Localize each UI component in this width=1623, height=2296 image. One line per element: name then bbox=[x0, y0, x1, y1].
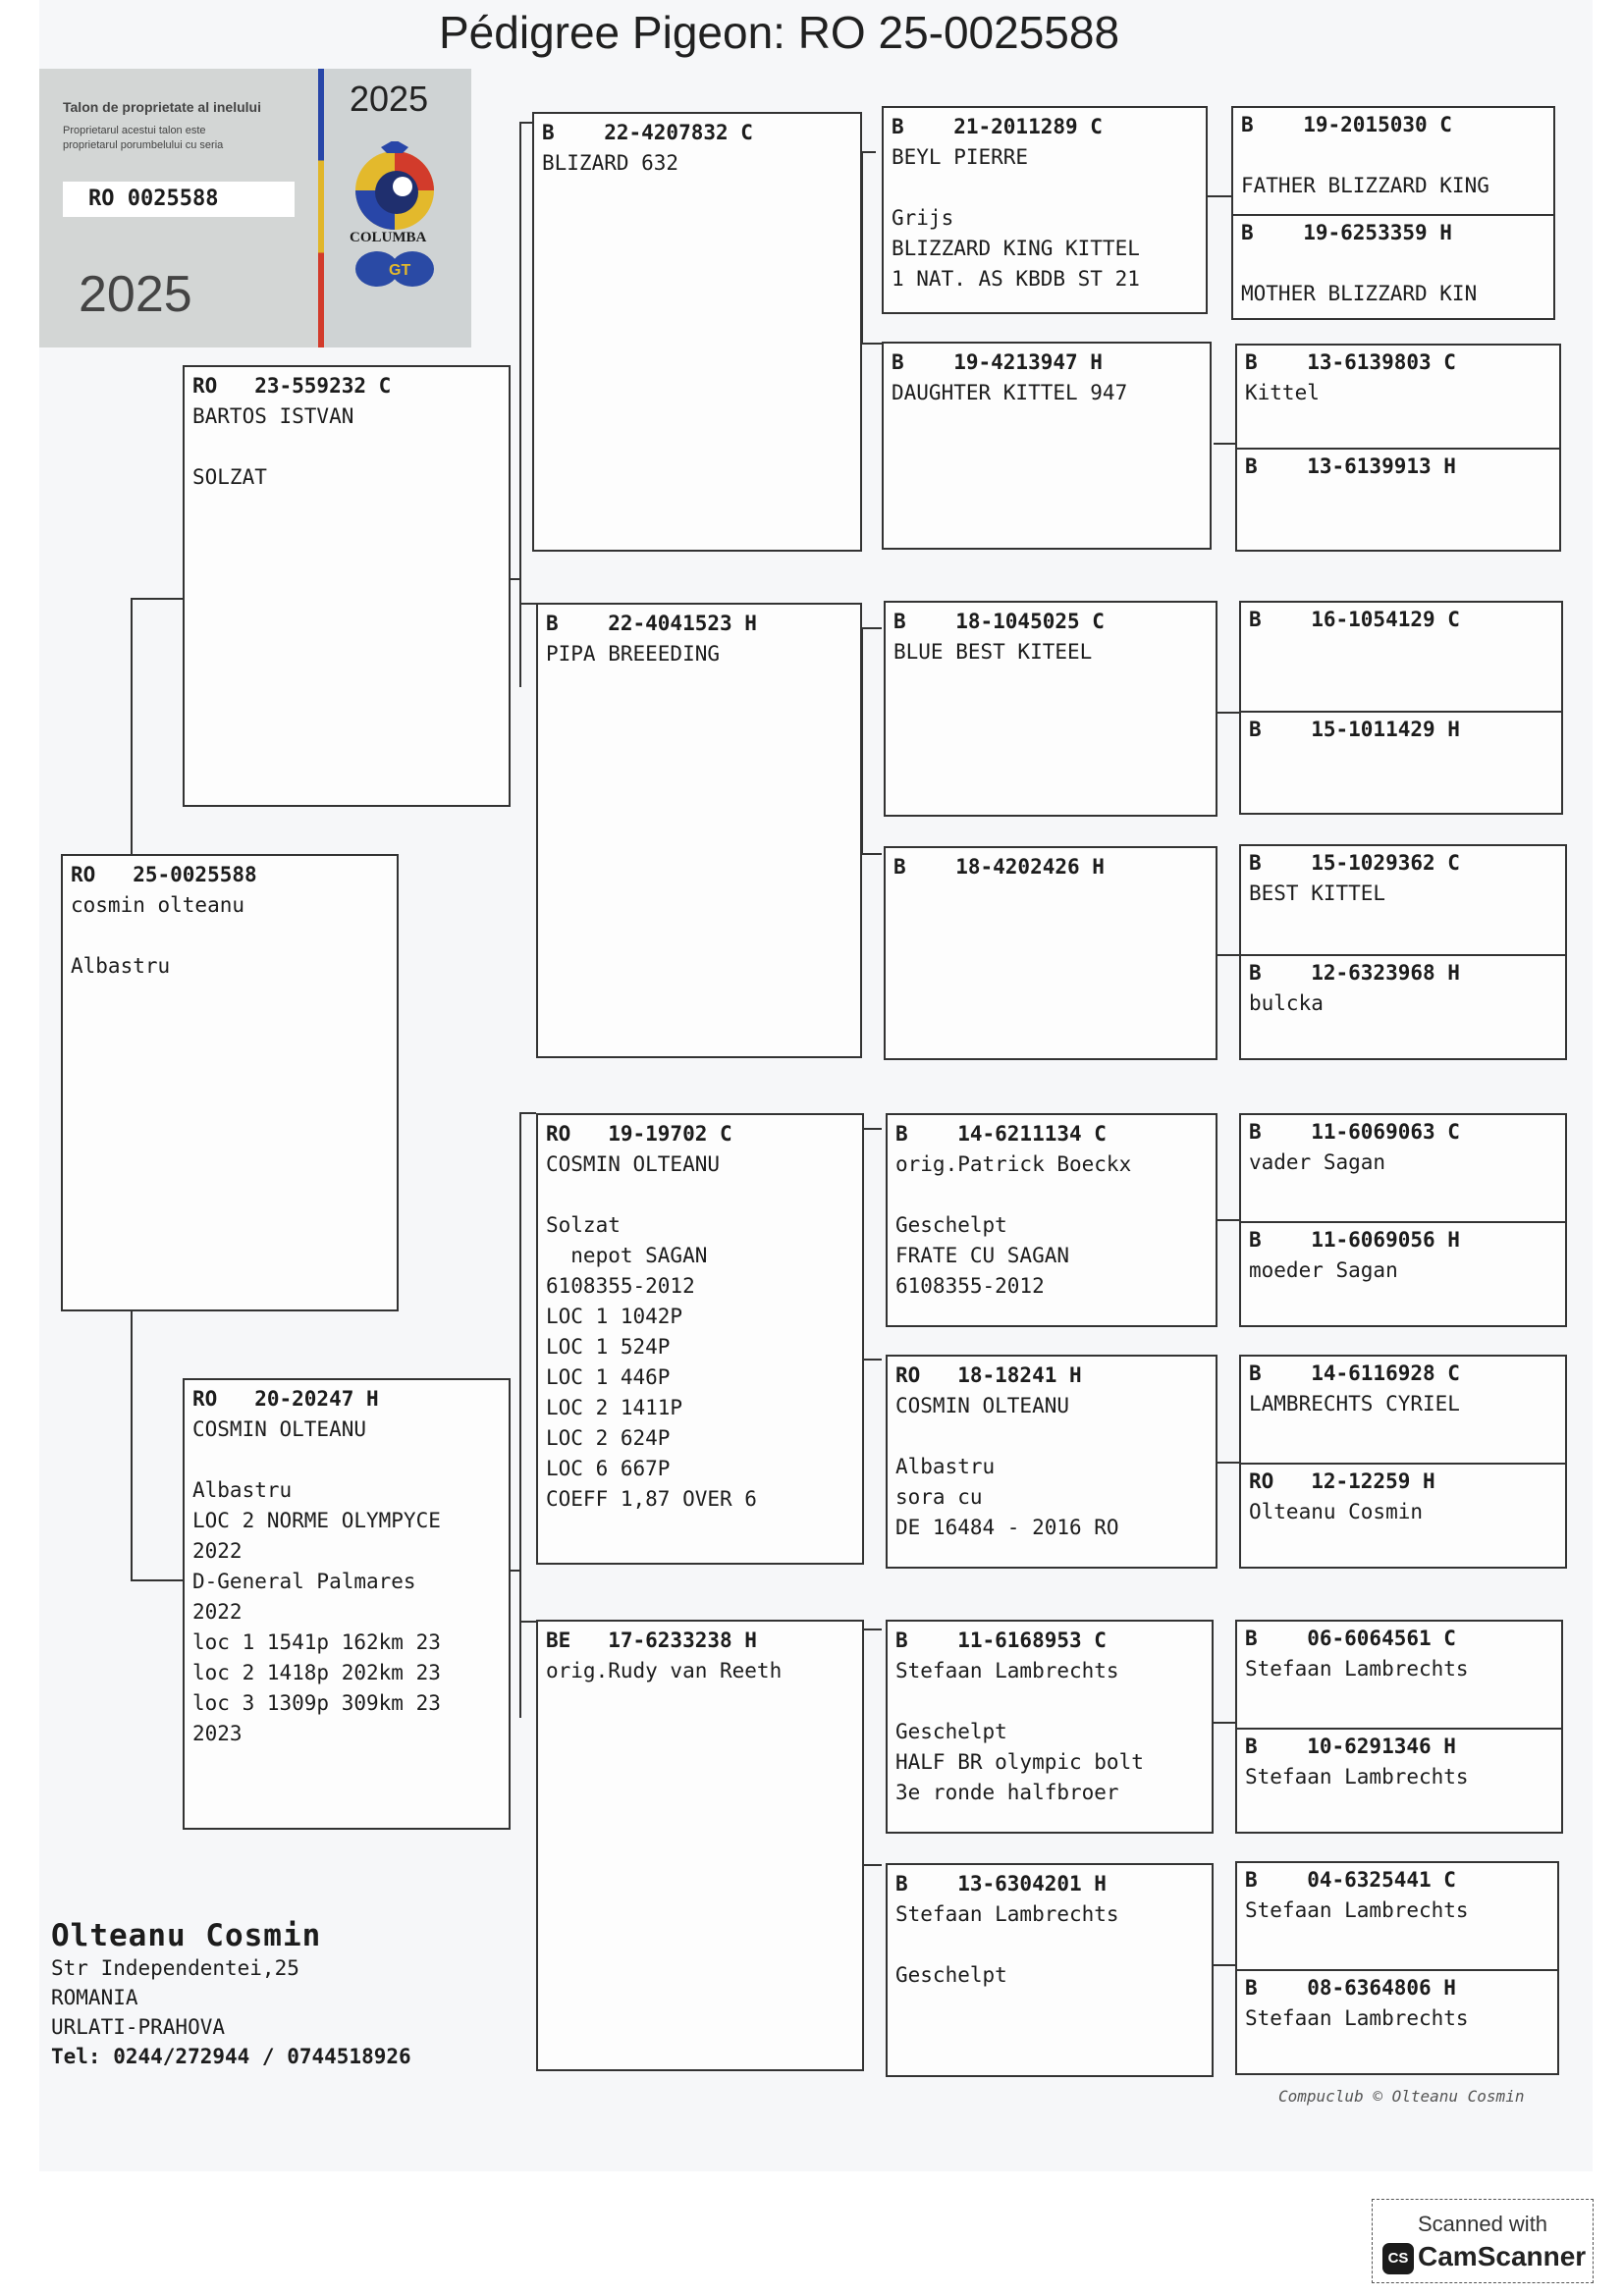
ring-number: B 15-1011429 H bbox=[1249, 718, 1460, 741]
pigeon-info-line: 6108355-2012 bbox=[546, 1274, 695, 1298]
scanned-with-label: Scanned with bbox=[1417, 2212, 1548, 2236]
flag-stripe bbox=[318, 69, 324, 347]
owner-street: Str Independentei,25 bbox=[51, 1956, 299, 1980]
columba-logo-icon bbox=[352, 141, 446, 289]
pigeon-info-line: 3e ronde halfbroer bbox=[895, 1781, 1119, 1804]
great-grandsire bbox=[1233, 108, 1553, 216]
pigeon-info-line: Stefaan Lambrechts bbox=[1245, 1765, 1469, 1789]
pigeon-info-line: LOC 1 1042P bbox=[546, 1305, 683, 1328]
camscanner-brand: CamScanner bbox=[1418, 2241, 1587, 2271]
ring-number: B 22-4041523 H bbox=[546, 612, 757, 635]
ggp-pair-6 bbox=[1239, 1355, 1567, 1569]
ring-number: B 11-6069056 H bbox=[1249, 1228, 1460, 1252]
dds-card bbox=[886, 1620, 1214, 1834]
pigeon-info-line bbox=[1233, 140, 1553, 171]
ring-number: B 13-6139803 C bbox=[1245, 350, 1456, 374]
pigeon-info-line: 2023 bbox=[192, 1722, 243, 1745]
federation-name: COLUMBA bbox=[350, 230, 427, 245]
ggp-pair-5 bbox=[1239, 1113, 1567, 1327]
tag-year: 2025 bbox=[79, 266, 192, 323]
pigeon-info-line: BLIZZARD KING KITTEL bbox=[892, 237, 1140, 260]
ring-number: B 19-2015030 C bbox=[1241, 113, 1452, 136]
dam-dam-card bbox=[536, 1620, 864, 2071]
ring-number: B 22-4207832 C bbox=[542, 121, 753, 144]
ring-number: B 11-6069063 C bbox=[1249, 1120, 1460, 1144]
pigeon-info-line bbox=[888, 1930, 1212, 1960]
pigeon-info-line: LOC 6 667P bbox=[546, 1457, 671, 1480]
software-credit: Compuclub © Olteanu Cosmin bbox=[1278, 2087, 1525, 2106]
ring-number: B 19-6253359 H bbox=[1241, 221, 1452, 244]
ring-number: B 16-1054129 C bbox=[1249, 608, 1460, 631]
pigeon-info-line: Stefaan Lambrechts bbox=[1245, 1898, 1469, 1922]
owner-city: URLATI-PRAHOVA bbox=[51, 2015, 226, 2039]
great-granddam bbox=[1241, 1463, 1565, 1567]
ring-number: B 15-1029362 C bbox=[1249, 851, 1460, 875]
pigeon-info-line: Grijs bbox=[892, 206, 954, 230]
owner-block bbox=[51, 1918, 411, 2071]
pigeon-info-line: LOC 2 1411P bbox=[546, 1396, 683, 1419]
pigeon-info-line: FRATE CU SAGAN bbox=[895, 1244, 1070, 1267]
ggp-pair-8 bbox=[1235, 1861, 1559, 2075]
owner-country: ROMANIA bbox=[51, 1986, 138, 2009]
pigeon-info-line bbox=[884, 173, 1206, 203]
great-grandsire bbox=[1241, 1357, 1565, 1465]
svg-text:GT: GT bbox=[389, 262, 411, 279]
pigeon-info-line: D-General Palmares bbox=[192, 1570, 416, 1593]
pigeon-info-line: BARTOS ISTVAN bbox=[192, 404, 354, 428]
pigeon-info-line: loc 2 1418p 202km 23 bbox=[192, 1661, 441, 1684]
subject-pigeon-card bbox=[61, 854, 399, 1311]
pigeon-info-line: Stefaan Lambrechts bbox=[895, 1659, 1119, 1682]
pigeon-info-line: sora cu bbox=[895, 1485, 983, 1509]
dsd-card bbox=[886, 1355, 1217, 1569]
pigeon-info-line: PIPA BREEEDING bbox=[546, 642, 721, 666]
pigeon-info-line: Geschelpt bbox=[895, 1963, 1007, 1987]
pigeon-info-line: BEYL PIERRE bbox=[892, 145, 1029, 169]
pigeon-info-line: FATHER BLIZZARD KING bbox=[1241, 174, 1489, 197]
pigeon-info-line: DE 16484 - 2016 RO bbox=[895, 1516, 1119, 1539]
ggp-pair-1 bbox=[1231, 106, 1555, 320]
great-grandsire bbox=[1241, 1115, 1565, 1223]
ring-number: RO 25-0025588 bbox=[71, 863, 257, 886]
tag-ring-number: RO 0025588 bbox=[63, 182, 295, 217]
great-granddam bbox=[1237, 448, 1559, 550]
camscanner-watermark bbox=[1372, 2199, 1594, 2283]
ring-number: B 18-1045025 C bbox=[893, 610, 1105, 633]
ring-number: B 04-6325441 C bbox=[1245, 1868, 1456, 1892]
owner-name: Olteanu Cosmin bbox=[51, 1918, 322, 1953]
sdd-card bbox=[884, 846, 1217, 1060]
pigeon-info-line: MOTHER BLIZZARD KIN bbox=[1241, 282, 1478, 305]
pigeon-info-line: BLUE BEST KITEEL bbox=[893, 640, 1093, 664]
great-granddam bbox=[1237, 1728, 1561, 1832]
great-granddam bbox=[1241, 1221, 1565, 1325]
great-granddam bbox=[1233, 214, 1553, 318]
pigeon-info-line bbox=[185, 1445, 509, 1475]
pigeon-info-line: orig.Patrick Boeckx bbox=[895, 1152, 1132, 1176]
camscanner-icon: CS bbox=[1382, 2243, 1414, 2274]
tag-note-1: Proprietarul acestui talon este bbox=[63, 125, 206, 136]
great-grandsire bbox=[1237, 346, 1559, 450]
pigeon-info-line: vader Sagan bbox=[1249, 1150, 1386, 1174]
pigeon-info-line: COSMIN OLTEANU bbox=[895, 1394, 1070, 1417]
ssd-card bbox=[882, 342, 1212, 550]
pigeon-info-line bbox=[63, 921, 397, 951]
pigeon-info-line: LOC 2 624P bbox=[546, 1426, 671, 1450]
ring-number: RO 12-12259 H bbox=[1249, 1469, 1435, 1493]
pigeon-info-line: COSMIN OLTEANU bbox=[192, 1417, 367, 1441]
pigeon-info-line: 2022 bbox=[192, 1539, 243, 1563]
ggp-pair-4 bbox=[1239, 844, 1567, 1060]
pigeon-info-line: COSMIN OLTEANU bbox=[546, 1152, 721, 1176]
ring-number: B 11-6168953 C bbox=[895, 1629, 1107, 1652]
ring-number: B 18-4202426 H bbox=[893, 855, 1105, 879]
pigeon-info-line: Albastru bbox=[71, 954, 171, 978]
pigeon-info-line bbox=[538, 1180, 862, 1210]
great-grandsire bbox=[1241, 603, 1561, 713]
pigeon-info-line: loc 1 1541p 162km 23 bbox=[192, 1630, 441, 1654]
ring-number: B 06-6064561 C bbox=[1245, 1627, 1456, 1650]
great-granddam bbox=[1237, 1969, 1557, 2073]
pigeon-info-line bbox=[185, 432, 509, 462]
dss-card bbox=[886, 1113, 1217, 1327]
pigeon-info-line: nepot SAGAN bbox=[546, 1244, 708, 1267]
pigeon-info-line: Stefaan Lambrechts bbox=[1245, 1657, 1469, 1681]
pigeon-info-line: Geschelpt bbox=[895, 1213, 1007, 1237]
sire-dam-card bbox=[536, 603, 862, 1058]
ring-number: B 21-2011289 C bbox=[892, 115, 1103, 138]
great-grandsire bbox=[1237, 1622, 1561, 1730]
ring-number: B 13-6304201 H bbox=[895, 1872, 1107, 1896]
pigeon-info-line: BEST KITTEL bbox=[1249, 881, 1386, 905]
pigeon-info-line: bulcka bbox=[1249, 991, 1324, 1015]
pigeon-info-line: LOC 2 NORME OLYMPYCE bbox=[192, 1509, 441, 1532]
tag-note-2: proprietarul porumbelului cu seria bbox=[63, 139, 224, 151]
pigeon-info-line bbox=[888, 1180, 1216, 1210]
pigeon-info-line: DAUGHTER KITTEL 947 bbox=[892, 381, 1128, 404]
ring-number: RO 19-19702 C bbox=[546, 1122, 732, 1146]
pigeon-info-line: 6108355-2012 bbox=[895, 1274, 1045, 1298]
pigeon-info-line: SOLZAT bbox=[192, 465, 267, 489]
pigeon-info-line: Olteanu Cosmin bbox=[1249, 1500, 1424, 1523]
pigeon-info-line bbox=[1233, 248, 1553, 279]
pigeon-info-line: 1 NAT. AS KBDB ST 21 bbox=[892, 267, 1140, 291]
ring-number: B 19-4213947 H bbox=[892, 350, 1103, 374]
pigeon-info-line: Stefaan Lambrechts bbox=[1245, 2006, 1469, 2030]
pigeon-info-line bbox=[888, 1421, 1216, 1452]
pigeon-info-line: 2022 bbox=[192, 1600, 243, 1624]
pigeon-info-line: LOC 1 446P bbox=[546, 1365, 671, 1389]
pigeon-info-line: Albastru bbox=[192, 1478, 293, 1502]
sss-card bbox=[882, 106, 1208, 314]
pigeon-info-line: LOC 1 524P bbox=[546, 1335, 671, 1359]
pigeon-info-line: Solzat bbox=[546, 1213, 621, 1237]
ring-number: B 14-6116928 C bbox=[1249, 1362, 1460, 1385]
great-granddam bbox=[1241, 711, 1561, 813]
pigeon-info-line: Geschelpt bbox=[895, 1720, 1007, 1743]
pigeon-info-line: Stefaan Lambrechts bbox=[895, 1902, 1119, 1926]
ring-number: BE 17-6233238 H bbox=[546, 1629, 757, 1652]
ring-number: RO 23-559232 C bbox=[192, 374, 392, 398]
ring-ownership-tag bbox=[39, 69, 471, 347]
pigeon-info-line: BLIZARD 632 bbox=[542, 151, 679, 175]
sire-sire-card bbox=[532, 112, 862, 552]
great-grandsire bbox=[1237, 1863, 1557, 1971]
ring-number: B 13-6139913 H bbox=[1245, 454, 1456, 478]
tag-heading: Talon de proprietate al inelului bbox=[63, 99, 261, 115]
tag-year-badge: 2025 bbox=[350, 79, 429, 119]
great-grandsire bbox=[1241, 846, 1565, 956]
ring-number: RO 20-20247 H bbox=[192, 1387, 379, 1411]
ggp-pair-3 bbox=[1239, 601, 1563, 815]
ring-number: B 14-6211134 C bbox=[895, 1122, 1107, 1146]
sire-card bbox=[183, 365, 511, 807]
sds-card bbox=[884, 601, 1217, 817]
ring-number: RO 18-18241 H bbox=[895, 1363, 1082, 1387]
pigeon-info-line: cosmin olteanu bbox=[71, 893, 245, 917]
pigeon-info-line: LAMBRECHTS CYRIEL bbox=[1249, 1392, 1460, 1415]
dam-card bbox=[183, 1378, 511, 1830]
ring-number: B 08-6364806 H bbox=[1245, 1976, 1456, 2000]
ring-number: B 12-6323968 H bbox=[1249, 961, 1460, 985]
dam-sire-card bbox=[536, 1113, 864, 1565]
ggp-pair-2 bbox=[1235, 344, 1561, 552]
great-granddam bbox=[1241, 954, 1565, 1058]
owner-phone: Tel: 0244/272944 / 0744518926 bbox=[51, 2045, 411, 2068]
ring-number: B 10-6291346 H bbox=[1245, 1735, 1456, 1758]
ddd-card bbox=[886, 1863, 1214, 2077]
pigeon-info-line: loc 3 1309p 309km 23 bbox=[192, 1691, 441, 1715]
pigeon-info-line: HALF BR olympic bolt bbox=[895, 1750, 1144, 1774]
pigeon-info-line: COEFF 1,87 OVER 6 bbox=[546, 1487, 757, 1511]
pigeon-info-line bbox=[888, 1686, 1212, 1717]
pigeon-info-line: orig.Rudy van Reeth bbox=[546, 1659, 783, 1682]
pigeon-info-line: moeder Sagan bbox=[1249, 1258, 1398, 1282]
pigeon-info-line: Albastru bbox=[895, 1455, 996, 1478]
ggp-pair-7 bbox=[1235, 1620, 1563, 1834]
page-title: Pédigree Pigeon: RO 25-0025588 bbox=[439, 7, 1120, 58]
pigeon-info-line: Kittel bbox=[1245, 381, 1320, 404]
